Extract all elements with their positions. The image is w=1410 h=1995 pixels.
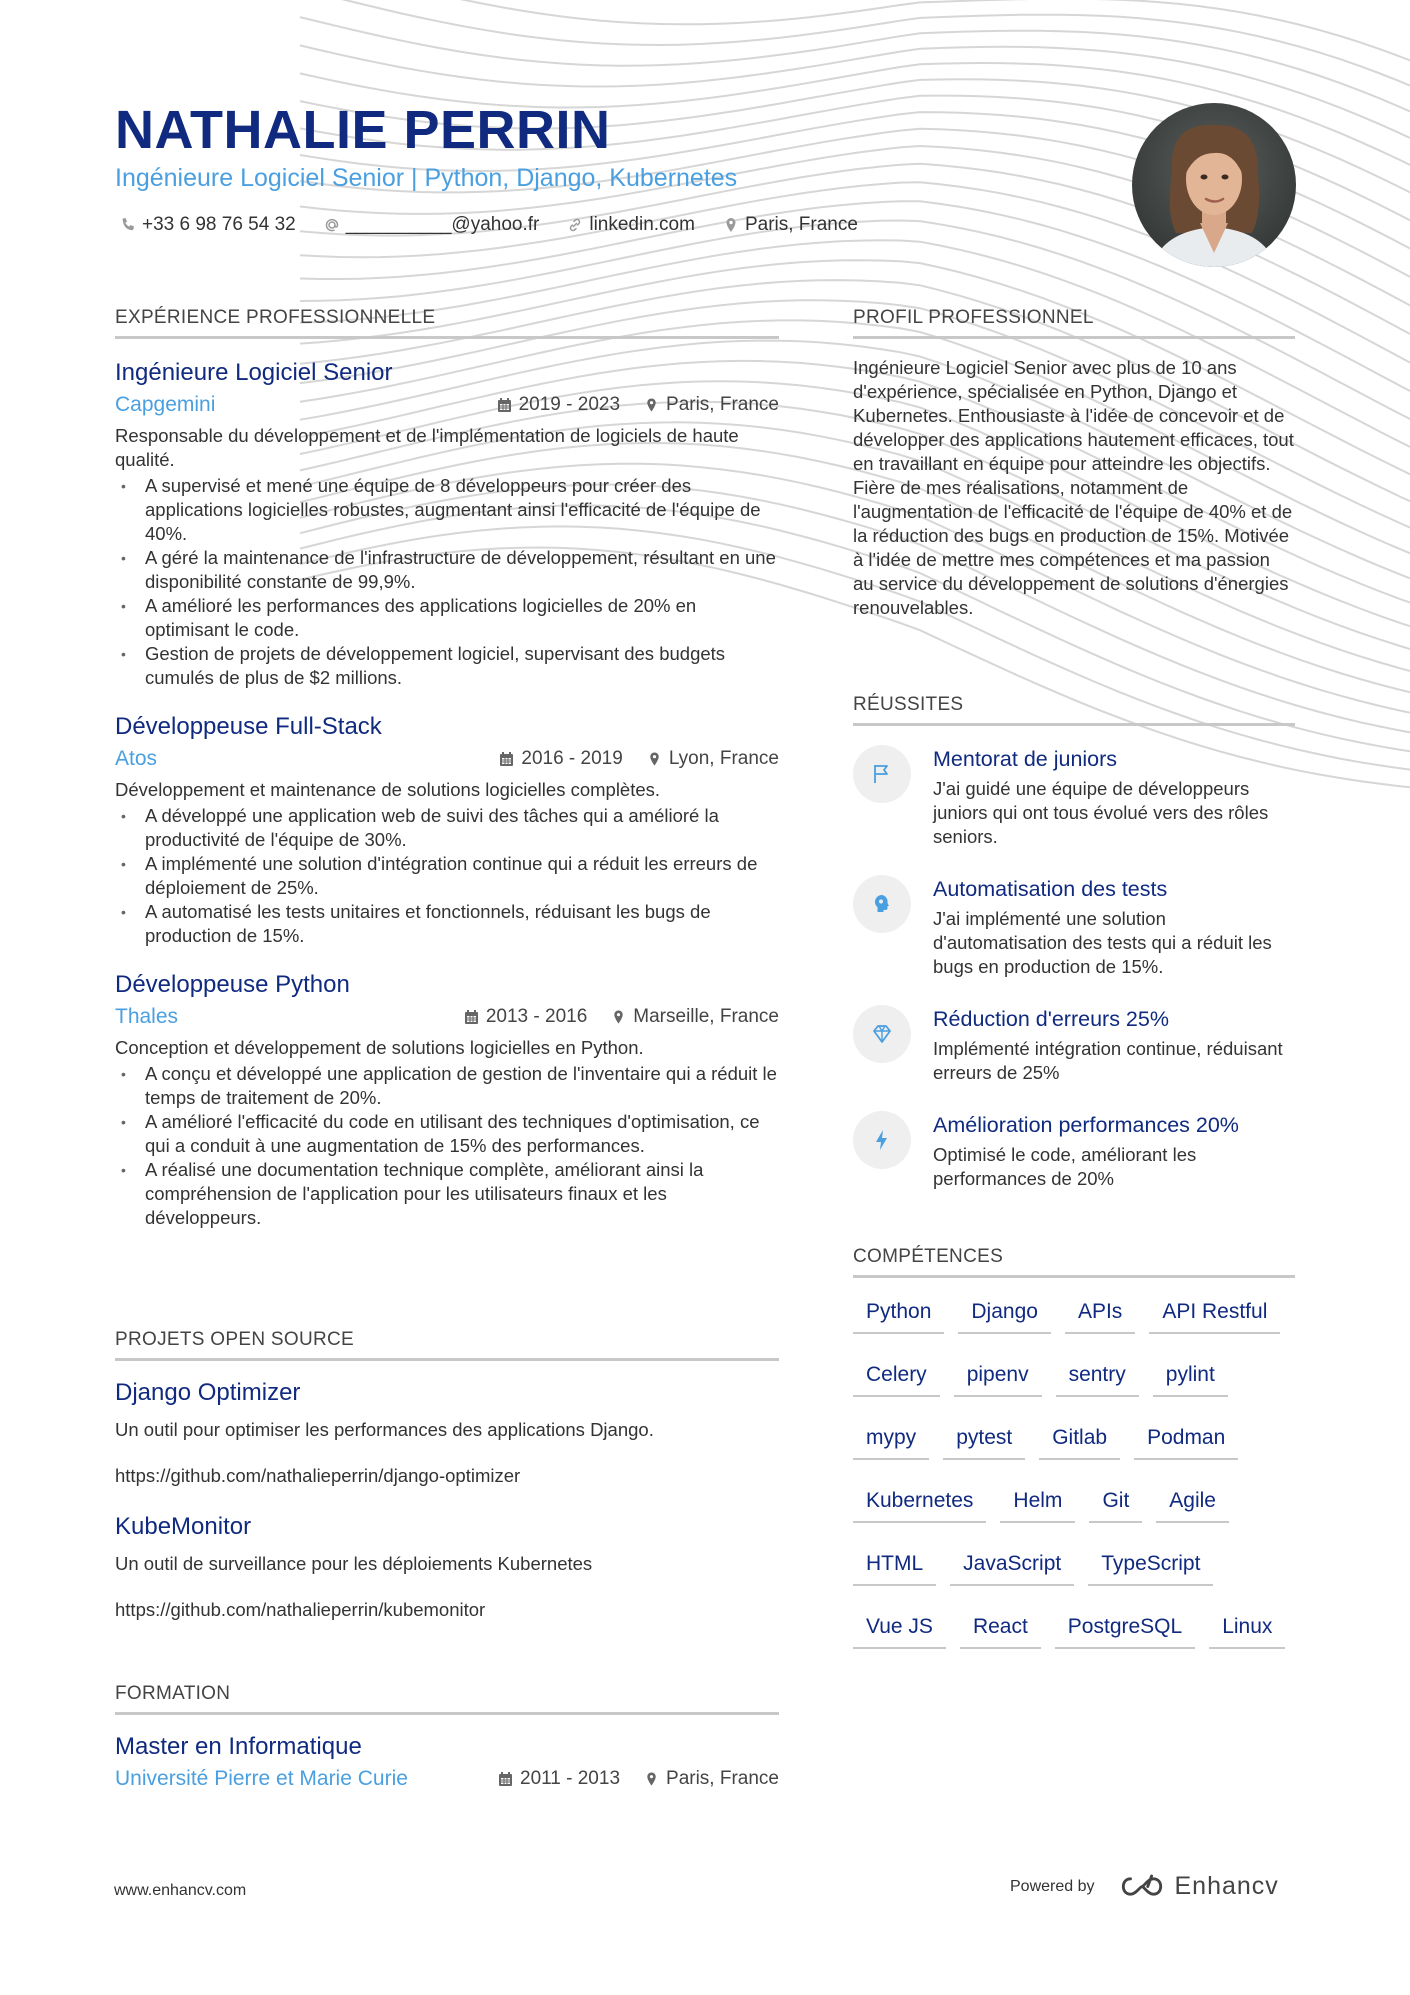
portrait-image	[1132, 103, 1296, 267]
company-name: Thales	[115, 1005, 179, 1028]
achievements-heading: RÉUSSITES	[853, 693, 1295, 726]
skill-tag: Linux	[1209, 1613, 1285, 1649]
achievement-item	[853, 1005, 1295, 1085]
job-location: Marseille, France	[633, 1006, 779, 1027]
achievement-description: J'ai guidé une équipe de développeurs juniors qui ont tous évolué vers des rôles seniors.	[933, 778, 1269, 847]
experience-bullet: • A amélioré les performances des applications logicielles de 20% en optimisant le code.	[115, 594, 779, 642]
location-pin-icon	[611, 1009, 626, 1025]
profile-photo	[1132, 103, 1296, 267]
flag-icon	[853, 745, 911, 803]
job-description: Développement et maintenance de solutions logicielles complètes.	[115, 779, 661, 800]
job-title: Développeuse Python	[115, 971, 350, 998]
contact-email[interactable]	[324, 212, 540, 238]
footer-website[interactable]: www.enhancv.com	[114, 1882, 247, 1899]
diamond-icon	[853, 1005, 911, 1063]
at-icon	[324, 217, 340, 233]
job-bullets	[115, 804, 779, 948]
job-dates: 2016 - 2019	[521, 748, 623, 769]
skill-tag: TypeScript	[1088, 1550, 1213, 1586]
enhancv-logo[interactable]	[1119, 1872, 1279, 1901]
job-title: Développeuse Full-Stack	[115, 713, 382, 740]
education-location: Paris, France	[666, 1768, 779, 1789]
education-item	[115, 1732, 779, 1792]
email-address: __________@yahoo.fr	[345, 214, 540, 235]
location-pin-icon	[647, 751, 662, 767]
location-pin-icon	[644, 397, 659, 413]
experience-heading: EXPÉRIENCE PROFESSIONNELLE	[115, 306, 779, 339]
school-name: Université Pierre et Marie Curie	[115, 1767, 408, 1790]
candidate-headline: Ingénieure Logiciel Senior | Python, Django, Kubernetes	[115, 164, 738, 192]
skill-tag: Python	[853, 1298, 944, 1334]
experience-bullet: • A conçu et développé une application de gestion de l'inventaire qui a réduit le temps de traitement de 20%.	[115, 1062, 779, 1110]
achievement-title: Automatisation des tests	[933, 877, 1168, 901]
phone-number: +33 6 98 76 54 32	[142, 214, 296, 235]
education-dates: 2011 - 2013	[520, 1768, 621, 1789]
project-title: KubeMonitor	[115, 1513, 252, 1540]
skill-tag: Git	[1089, 1487, 1142, 1523]
project-description: Un outil de surveillance pour les déploiements Kubernetes	[115, 1553, 593, 1574]
calendar-icon	[499, 751, 514, 767]
experience-bullet: • A géré la maintenance de l'infrastructure de développement, résultant en une disponibilité constante de 99,9%.	[115, 546, 779, 594]
achievement-title: Réduction d'erreurs 25%	[933, 1007, 1169, 1031]
link-icon	[567, 217, 583, 233]
achievement-item	[853, 745, 1295, 849]
project-item	[115, 1378, 779, 1488]
job-dates: 2019 - 2023	[518, 394, 621, 415]
candidate-name: NATHALIE PERRIN	[115, 100, 611, 160]
skills-section	[853, 1245, 1295, 1649]
contact-bar	[120, 212, 858, 238]
projects-section	[115, 1328, 779, 1622]
skill-tag: Vue JS	[853, 1613, 946, 1649]
skill-tag: Celery	[853, 1361, 940, 1397]
job-location: Paris, France	[666, 394, 779, 415]
location-pin-icon	[644, 1771, 659, 1787]
skill-tag: mypy	[853, 1424, 929, 1460]
achievement-description: Implémenté intégration continue, réduisant erreurs de 25%	[933, 1038, 1283, 1083]
experience-bullet: • A amélioré l'efficacité du code en utilisant des techniques d'optimisation, ce qui a conduit à une augmentation de 15% des performances.	[115, 1110, 779, 1158]
skill-tag: pytest	[943, 1424, 1025, 1460]
experience-bullet: • Gestion de projets de développement logiciel, supervisant des budgets cumulés de plus de $2 millions.	[115, 642, 779, 690]
experience-item	[115, 970, 779, 1230]
achievements-section	[853, 693, 1295, 1191]
experience-bullet: • A implémenté une solution d'intégration continue qui a réduit les erreurs de déploiement de 25%.	[115, 852, 779, 900]
skill-tag: APIs	[1065, 1298, 1135, 1334]
profile-heading: PROFIL PROFESSIONNEL	[853, 306, 1295, 339]
achievement-item	[853, 1111, 1295, 1191]
education-section	[115, 1682, 779, 1792]
achievement-item	[853, 875, 1295, 979]
skill-tag: Helm	[1000, 1487, 1075, 1523]
location-pin-icon	[723, 217, 739, 233]
job-dates: 2013 - 2016	[485, 1006, 588, 1027]
company-name: Atos	[115, 747, 158, 770]
calendar-icon	[464, 1009, 479, 1025]
experience-section	[115, 306, 779, 1230]
calendar-icon	[498, 1771, 513, 1787]
job-bullets	[115, 474, 779, 690]
contact-phone[interactable]	[120, 212, 296, 238]
achievement-title: Amélioration performances 20%	[933, 1113, 1239, 1137]
company-name: Capgemini	[115, 393, 216, 416]
skill-tag: Django	[958, 1298, 1051, 1334]
experience-item	[115, 358, 779, 690]
profile-summary: Ingénieure Logiciel Senior avec plus de 10 ans d'expérience, spécialisée en Python, Django et Kubernetes. Enthousiaste à l'idée de concevoir et de développer des applications hautement efficaces, tout en travaillant en équipe pour atteindre les objectifs. Fière de mes réalisations, notamment de l'augmentation de l'efficacité de l'équipe de 40% et de la réduction des bugs en production de 15%. Motivée à l'idée de mettre mes compétences et ma passion au service du développement de solutions d'énergies renouvelables.	[853, 357, 1294, 618]
skill-tag: sentry	[1056, 1361, 1139, 1397]
skill-tag: JavaScript	[950, 1550, 1074, 1586]
project-link[interactable]: https://github.com/nathalieperrin/kubemonitor	[115, 1599, 486, 1620]
skill-tag: PostgreSQL	[1055, 1613, 1195, 1649]
achievement-description: Optimisé le code, améliorant les performances de 20%	[933, 1144, 1197, 1189]
contact-linkedin[interactable]	[567, 212, 695, 238]
skill-tag: API Restful	[1149, 1298, 1280, 1334]
project-item	[115, 1512, 779, 1622]
experience-bullet: • A automatisé les tests unitaires et fonctionnels, réduisant les bugs de production de 15%.	[115, 900, 779, 948]
project-description: Un outil pour optimiser les performances des applications Django.	[115, 1419, 654, 1440]
calendar-icon	[497, 397, 512, 413]
skills-heading: COMPÉTENCES	[853, 1245, 1295, 1278]
skill-tag: HTML	[853, 1550, 936, 1586]
job-title: Ingénieure Logiciel Senior	[115, 359, 393, 386]
experience-bullet: • A réalisé une documentation technique complète, améliorant ainsi la compréhension de l'application pour les utilisateurs finaux et les développeurs.	[115, 1158, 779, 1230]
experience-bullet: • A supervisé et mené une équipe de 8 développeurs pour créer des applications logicielles robustes, augmentant ainsi l'efficacité de l'équipe de 40%.	[115, 474, 779, 546]
profile-section	[853, 306, 1295, 620]
skill-tag: pipenv	[954, 1361, 1042, 1397]
degree-title: Master en Informatique	[115, 1733, 362, 1760]
projects-heading: PROJETS OPEN SOURCE	[115, 1328, 779, 1361]
skill-tag: Agile	[1156, 1487, 1229, 1523]
skill-tag: pylint	[1153, 1361, 1228, 1397]
achievement-title: Mentorat de juniors	[933, 747, 1118, 771]
brain-icon	[853, 875, 911, 933]
project-title: Django Optimizer	[115, 1379, 301, 1406]
job-description: Responsable du développement et de l'implémentation de logiciels de haute qualité.	[115, 425, 739, 470]
job-bullets	[115, 1062, 779, 1230]
powered-by-label: Powered by	[1010, 1877, 1095, 1895]
enhancv-logo-text: Enhancv	[1174, 1872, 1279, 1900]
skill-tag: React	[960, 1613, 1041, 1649]
job-location: Lyon, France	[668, 748, 779, 769]
linkedin-url: linkedin.com	[589, 214, 695, 235]
achievement-description: J'ai implémenté une solution d'automatisation des tests qui a réduit les bugs en production de 15%.	[933, 908, 1272, 977]
location-text: Paris, France	[744, 214, 858, 235]
experience-bullet: • A développé une application web de suivi des tâches qui a amélioré la productivité de l'équipe de 30%.	[115, 804, 779, 852]
bolt-icon	[853, 1111, 911, 1169]
contact-location	[723, 212, 858, 238]
job-description: Conception et développement de solutions logicielles en Python.	[115, 1037, 644, 1058]
phone-icon	[120, 217, 136, 233]
skill-tag: Kubernetes	[853, 1487, 986, 1523]
education-heading: FORMATION	[115, 1682, 779, 1715]
skill-tag: Podman	[1134, 1424, 1238, 1460]
experience-item	[115, 712, 779, 948]
skill-tag: Gitlab	[1039, 1424, 1120, 1460]
project-link[interactable]: https://github.com/nathalieperrin/django-optimizer	[115, 1465, 521, 1486]
enhancv-logo-icon	[1119, 1873, 1165, 1900]
footer-branding	[1010, 1872, 1279, 1901]
